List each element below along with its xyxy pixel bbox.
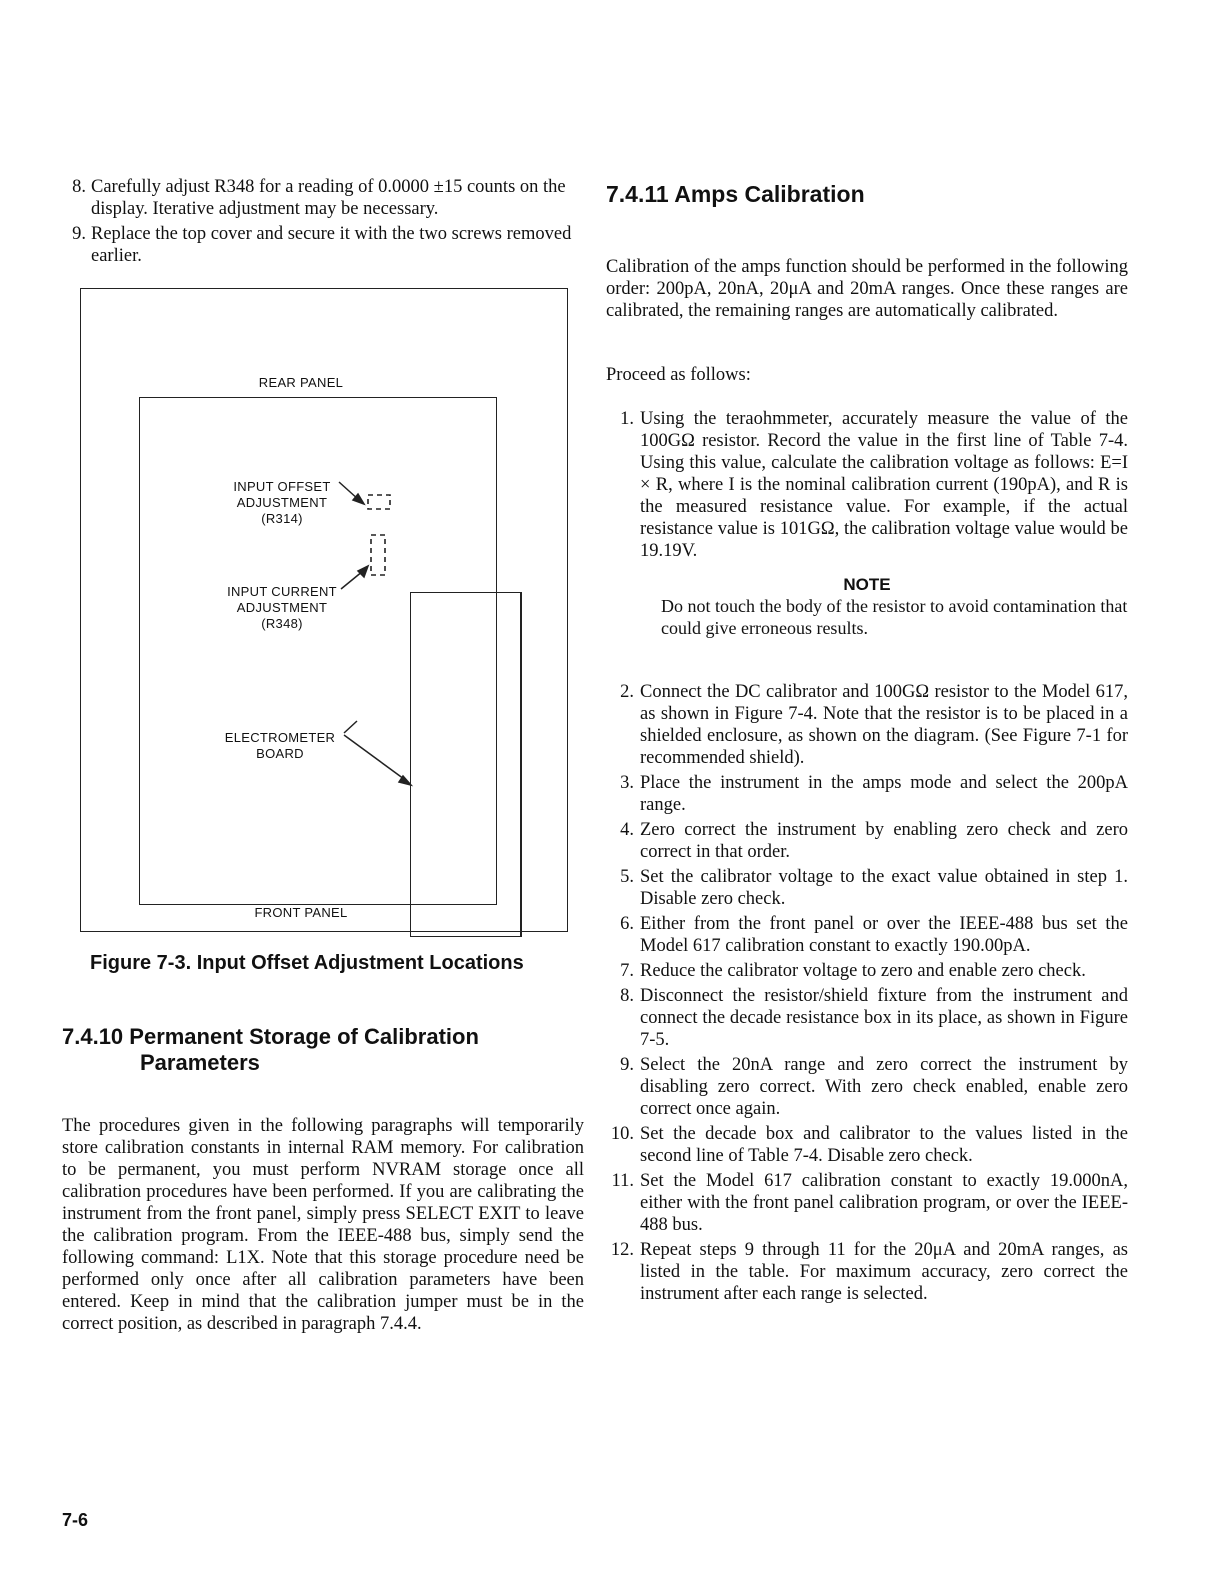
figure-7-3 — [80, 288, 568, 932]
electrometer-board-leader-icon — [344, 721, 411, 785]
step-text: Set the decade box and calibrator to the values listed in the second line of Table 7-4. Disable zero check. — [640, 1124, 1128, 1166]
list-item — [606, 408, 1128, 562]
step-text: Disconnect the resistor/shield fixture from the instrument and connect the decade resistance box in its place, as shown in Figure 7-5. — [640, 986, 1128, 1050]
input-offset-leader-icon — [339, 482, 364, 504]
section-7-4-11 — [606, 176, 1128, 1308]
heading-line-1: 7.4.10 Permanent Storage of Calibration — [62, 1024, 479, 1049]
label-line: INPUT CURRENT — [227, 584, 337, 599]
list-item — [606, 819, 1128, 863]
label-line: ADJUSTMENT — [236, 495, 328, 510]
section-7-4-11-heading: 7.4.11 Amps Calibration — [606, 181, 865, 207]
step-text: Using the teraohmmeter, accurately measure the value of the 100GΩ resistor. Record the value in the first line of Table 7-4. Using this value, calculate the calibration voltage as follows: E=I × R, where I is the nominal calibration current (190pA), and R is the measured resistance value. For example, if the actual resistance value is 101GΩ, the calibration voltage value would be 19.19V. — [640, 409, 1128, 561]
amps-intro-paragraph: Calibration of the amps function should be performed in the following order: 200pA, 20nA, 20μA and 20mA ranges. Once these ranges are calibrated, the remaining ranges are automatically calibrated. — [606, 257, 1128, 321]
label-line: (R314) — [261, 511, 303, 526]
step-number: 3. — [620, 773, 634, 793]
step-text: Carefully adjust R348 for a reading of 0.0000 ±15 counts on the display. Iterative adjustment may be necessary. — [91, 177, 566, 219]
r348-potentiometer-icon — [371, 535, 385, 575]
note-heading: NOTE — [843, 575, 891, 594]
step-number: 5. — [620, 867, 634, 887]
step-number: 8. — [620, 986, 634, 1006]
step-number: 12. — [610, 1240, 634, 1260]
step-number: 7. — [620, 961, 634, 981]
step-number: 2. — [620, 682, 634, 702]
step-text: Repeat steps 9 through 11 for the 20μA and 20mA ranges, as listed in the table. For maximum accuracy, zero correct the instrument after each range is selected. — [640, 1240, 1128, 1304]
step-text: Reduce the calibrator voltage to zero and enable zero check. — [640, 961, 1086, 981]
page-number: 7-6 — [62, 1510, 89, 1530]
list-item — [62, 223, 587, 267]
list-item — [606, 913, 1128, 957]
step-text: Connect the DC calibrator and 100GΩ resistor to the Model 617, as shown in Figure 7-4. Note that the resistor is to be placed in a shielded enclosure, as shown on the diagram. (See Figure 7-1 for recommended shield). — [640, 682, 1128, 768]
list-item — [606, 1123, 1128, 1167]
step-number: 8. — [72, 177, 86, 197]
step-text: Zero correct the instrument by enabling zero check and zero correct in that order. — [640, 820, 1128, 862]
label-line: (R348) — [261, 616, 303, 631]
step-text: Set the Model 617 calibration constant to exactly 19.000nA, either with the front panel calibration program, or over the IEEE-488 bus. — [640, 1171, 1128, 1235]
r314-potentiometer-icon — [368, 495, 390, 509]
list-item — [606, 960, 1128, 982]
list-item — [606, 1239, 1128, 1305]
figure-caption: Figure 7-3. Input Offset Adjustment Locations — [90, 952, 524, 974]
step-number: 4. — [620, 820, 634, 840]
list-item — [606, 772, 1128, 816]
list-item — [606, 866, 1128, 910]
note-text: Do not touch the body of the resistor to avoid contamination that could give erroneous results. — [661, 596, 1128, 638]
label-line: ELECTROMETER — [224, 730, 336, 745]
section-7-4-10-heading — [62, 1024, 587, 1076]
list-item — [606, 985, 1128, 1051]
section-7-4-10-paragraph: The procedures given in the following paragraphs will temporarily store calibration constants in internal RAM memory. For calibration to be permanent, you must perform NVRAM storage once all calibration procedures have been performed. If you are calibrating the instrument from the front panel, simply press SELECT EXIT to leave the calibration program. From the IEEE-488 bus, simply send the following command: L1X. Note that this storage procedure need be performed only once after all calibration parameters have been entered. Keep in mind that the calibration jumper must be in the correct position, as described in paragraph 7.4.4. — [62, 1116, 584, 1334]
step-number: 6. — [620, 914, 634, 934]
step-number: 11. — [611, 1171, 634, 1191]
amps-step-list — [606, 681, 1128, 1305]
step-number: 9. — [72, 224, 86, 244]
left-step-list — [62, 176, 587, 267]
proceed-label: Proceed as follows: — [606, 365, 751, 385]
rear-panel-label: REAR PANEL — [258, 375, 344, 390]
label-line: INPUT OFFSET — [233, 479, 331, 494]
step-text: Select the 20nA range and zero correct the instrument by disabling zero correct. With zero check enabled, enable zero correct once again. — [640, 1055, 1128, 1119]
label-line: ADJUSTMENT — [236, 600, 328, 615]
step-text: Set the calibrator voltage to the exact value obtained in step 1. Disable zero check. — [640, 867, 1128, 909]
heading-line-2: Parameters — [140, 1050, 260, 1075]
step-number: 9. — [620, 1055, 634, 1075]
step-number: 10. — [610, 1124, 634, 1144]
note-block — [606, 575, 1128, 639]
list-item — [606, 1170, 1128, 1236]
step-text: Replace the top cover and secure it with the two screws removed earlier. — [91, 224, 572, 266]
step-number: 1. — [620, 409, 634, 429]
label-line: BOARD — [256, 746, 304, 761]
list-item — [606, 1054, 1128, 1120]
list-item — [62, 176, 587, 220]
input-current-leader-icon — [341, 566, 368, 589]
list-item — [606, 681, 1128, 769]
figure-annotations — [81, 289, 569, 933]
front-panel-label: FRONT PANEL — [254, 905, 348, 920]
step-text: Place the instrument in the amps mode and select the 200pA range. — [640, 773, 1128, 815]
step-text: Either from the front panel or over the IEEE-488 bus set the Model 617 calibration constant to exactly 190.00pA. — [640, 914, 1128, 956]
